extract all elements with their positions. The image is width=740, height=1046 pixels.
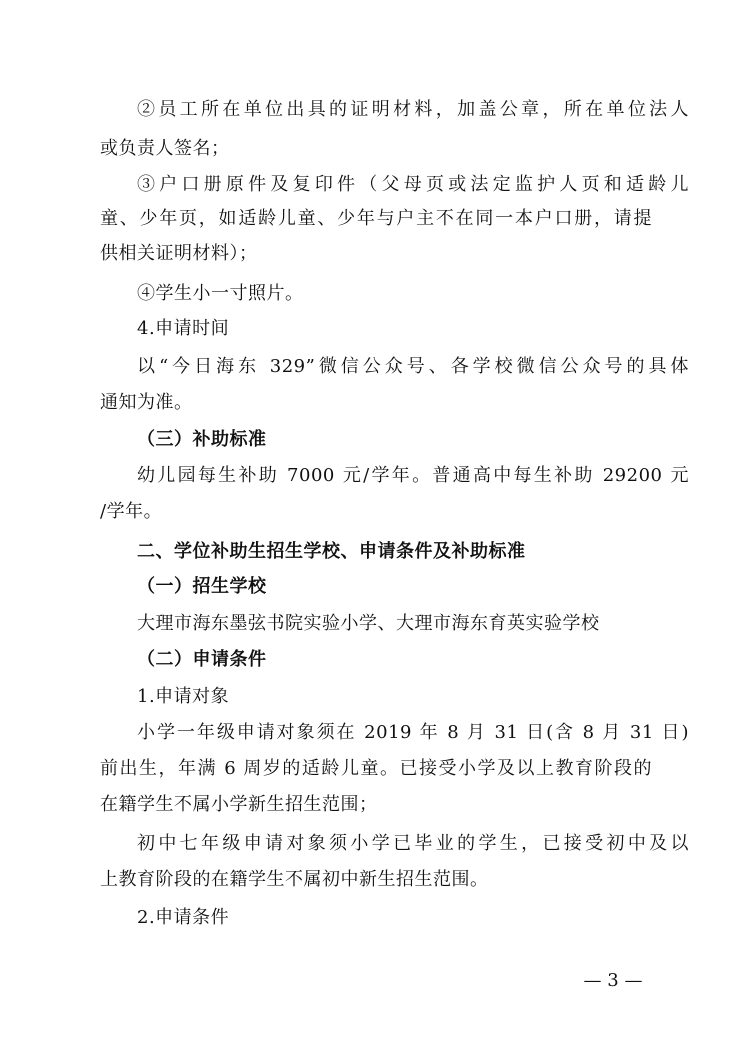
heading-subsidy-standard: （三）补助标准 [137, 429, 267, 450]
para-line-1: ②员工所在单位出具的证明材料，加盖公章，所在单位法人 [137, 99, 689, 120]
para-line-8: 以“今日海东 329”微信公众号、各学校微信公众号的具体 [137, 356, 689, 377]
para-line-19: 前出生，年满 6 周岁的适龄儿童。已接受小学及以上教育阶段的 [100, 758, 652, 779]
para-line-22: 上教育阶段的在籍学生不属初中新生招生范围。 [100, 869, 489, 890]
para-line-5: 供相关证明材料）； [100, 243, 258, 264]
para-line-21: 初中七年级申请对象须小学已毕业的学生，已接受初中及以 [137, 833, 689, 854]
para-line-11: 幼儿园每生补助 7000 元/学年。普通高中每生补助 29200 元 [137, 465, 689, 486]
para-line-6: ④学生小一寸照片。 [137, 283, 304, 304]
page-number: — 3 — [583, 970, 643, 991]
heading-apply-time: 4.申请时间 [137, 318, 230, 339]
para-line-2: 或负责人签名； [100, 138, 230, 159]
para-line-18: 小学一年级申请对象须在 2019 年 8 月 31 日(含 8 月 31 日) [137, 722, 689, 743]
section-heading-2: 二、学位补助生招生学校、申请条件及补助标准 [137, 541, 526, 562]
para-line-20: 在籍学生不属小学新生招生范围； [100, 794, 378, 815]
para-line-9: 通知为准。 [100, 392, 193, 413]
heading-enrollment-schools: （一）招生学校 [137, 576, 267, 597]
para-line-3: ③户口册原件及复印件（父母页或法定监护人页和适龄儿 [137, 174, 689, 195]
heading-apply-conditions-2: 2.申请条件 [137, 907, 230, 928]
para-line-4: 童、少年页，如适龄儿童、少年与户主不在同一本户口册，请提 [100, 208, 652, 229]
para-line-12: /学年。 [100, 501, 163, 522]
heading-apply-target: 1.申请对象 [137, 686, 230, 707]
para-line-15: 大理市海东墨弦书院实验小学、大理市海东育英实验学校 [137, 613, 600, 634]
heading-apply-conditions: （二）申请条件 [137, 649, 267, 670]
